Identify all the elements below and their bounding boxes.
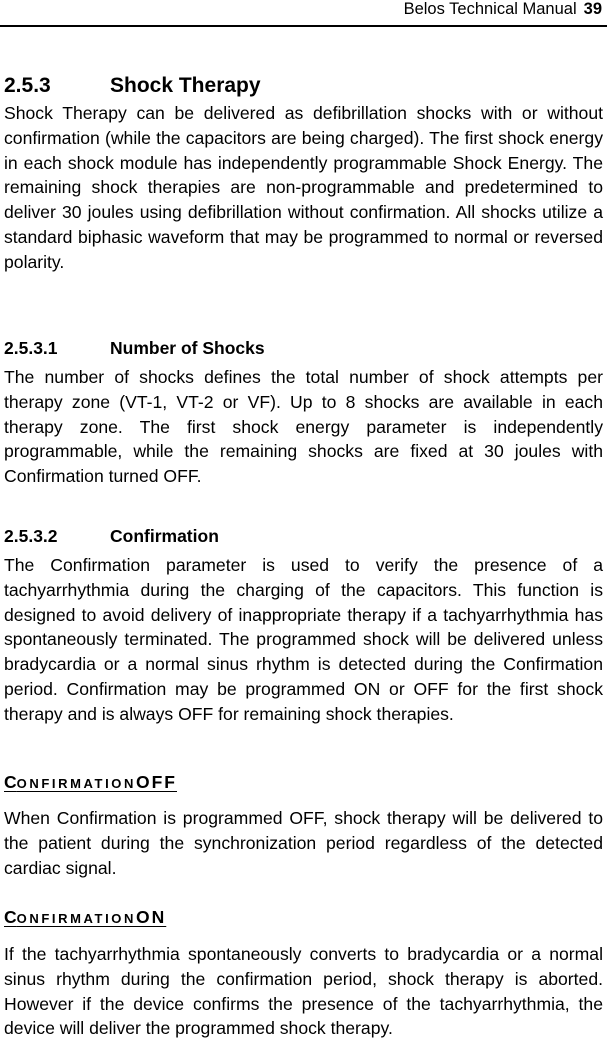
- section-heading: [4, 72, 603, 100]
- page-header: [404, 0, 602, 23]
- subsection-heading-number-of-shocks: [4, 336, 603, 360]
- confirmation-on-paragraph: If the tachyarrhythmia spontaneously converts to bradycardia or a normal sinus rhythm during the confirmation period, shock therapy is aborted. However if the device confirms the presence of the tachyarrhythmia, the device will deliver the programmed shock therapy.: [4, 944, 603, 1039]
- header-rule: [0, 25, 607, 27]
- number-of-shocks-paragraph: The number of shocks defines the total number of shock attempts per therapy zone (VT-1, VT-2 or VF). Up to 8 shocks are available in each therapy zone. The first shock energy parameter is independently programmable, while the remaining shocks are fixed at 30 joules with Confirmation turned OFF.: [4, 367, 603, 487]
- confirmation-off-heading: CONFIRMATIONOFF: [4, 772, 177, 792]
- subsection-number: 2.5.3.2: [4, 526, 58, 546]
- manual-title: Belos Technical Manual: [403, 0, 577, 18]
- subsection-heading-confirmation: [4, 524, 603, 548]
- confirmation-on-heading: CONFIRMATIONON: [4, 907, 167, 927]
- subsection-title: Number of Shocks: [110, 338, 265, 358]
- subsection-title: Confirmation: [110, 526, 219, 546]
- confirmation-off-paragraph: When Confirmation is programmed OFF, shock therapy will be delivered to the patient during the synchronization period regardless of the detected cardiac signal.: [4, 808, 603, 878]
- section-title: Shock Therapy: [110, 74, 261, 97]
- section-number: 2.5.3: [4, 74, 51, 97]
- subsection-number: 2.5.3.1: [4, 338, 58, 358]
- confirmation-paragraph: The Confirmation parameter is used to verify the presence of a tachyarrhythmia during the charging of the capacitors. This function is designed to avoid delivery of inappropriate therapy if a tachyarrhythmia has spontaneously terminated. The programmed shock will be delivered unless bradycardia or a normal sinus rhythm is detected during the Confirmation period. Confirmation may be programmed ON or OFF for the first shock therapy and is always OFF for remaining shock therapies.: [4, 555, 603, 724]
- page-number: 39: [583, 0, 602, 18]
- section-paragraph: Shock Therapy can be delivered as defibrillation shocks with or without confirmation (while the capacitors are being charged). The first shock energy in each shock module has independently programmable Shock Energy. The remaining shock therapies are non-programmable and predetermined to deliver 30 joules using defibrillation without confirmation. All shocks utilize a standard biphasic waveform that may be programmed to normal or reversed polarity.: [4, 103, 603, 272]
